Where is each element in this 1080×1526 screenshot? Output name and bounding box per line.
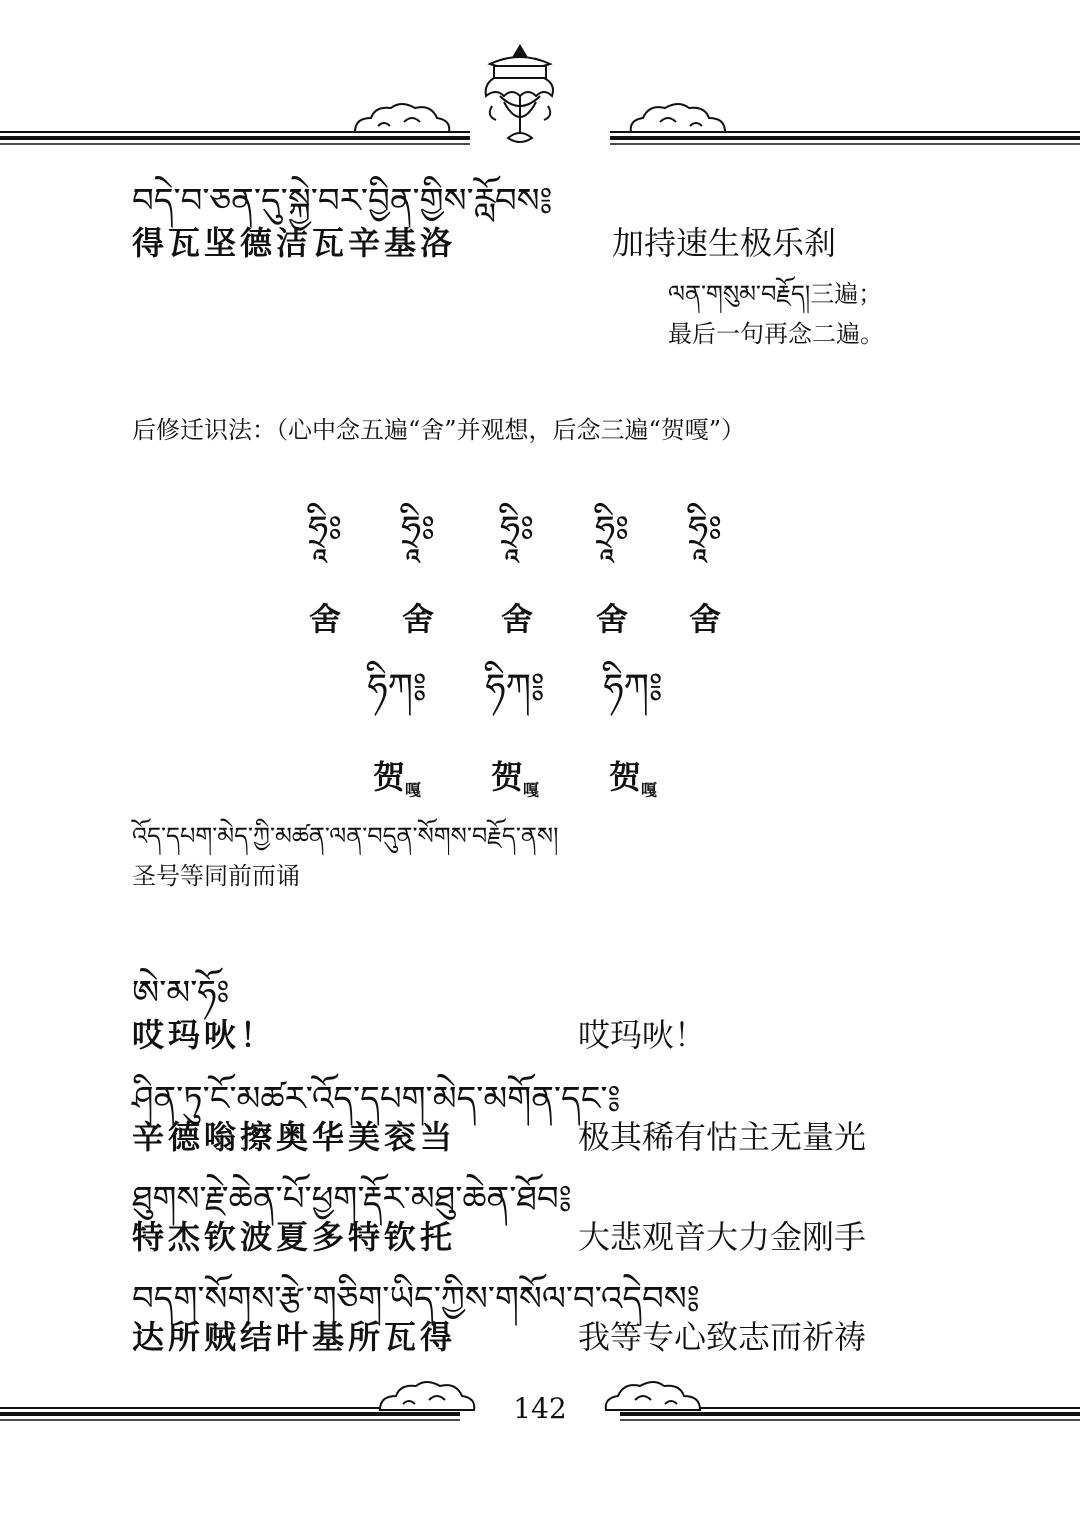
hika-chinese-sub: 嘎: [523, 780, 540, 800]
hri-syllable: [572, 488, 652, 640]
hri-tibetan: ཧྲཱིཿ: [500, 509, 534, 550]
hri-syllable: [665, 488, 745, 640]
section-heading: 后修迁识法：（心中念五遍“舍”并观想，后念三遍“贺嘎”）: [132, 416, 746, 444]
hri-tibetan: ཧྲཱིཿ: [595, 509, 629, 550]
hika-syllable: [470, 646, 560, 800]
hri-syllable: [477, 488, 557, 640]
hika-chinese: [588, 752, 678, 800]
hri-tibetan: ཧྲཱིཿ: [308, 509, 342, 550]
hri-chinese: 舍: [688, 600, 721, 638]
verse-3-transliteration: 达所贼结叶基所瓦得: [132, 1318, 457, 1356]
cloud-icon: [606, 1382, 700, 1410]
hri-chinese: 舍: [500, 600, 533, 638]
verse-3-tibetan: བདག་སོགས་རྩེ་གཅིག་ཡིད་ཀྱིས་གསོལ་བ་འདེབས༔: [132, 1279, 700, 1319]
hika-tibetan: ཧིཀ༔: [485, 667, 545, 708]
hri-chinese: 舍: [595, 600, 628, 638]
repeat-instruction-chinese: 三遍；: [810, 280, 883, 308]
hika-tibetan: ཧིཀ༔: [603, 667, 663, 708]
repeat-instruction-tibetan: ལན་གསུམ་བརྗོད།: [668, 280, 811, 308]
verse-top-translation: 加持速生极乐刹: [612, 224, 837, 262]
hri-tibetan: ཧྲཱིཿ: [401, 509, 435, 550]
hika-chinese-main: 贺: [372, 758, 405, 796]
verse-3-translation: 我等专心致志而祈祷: [578, 1318, 867, 1356]
names-note-chinese: 圣号等同前而诵: [132, 862, 300, 890]
hri-chinese: 舍: [401, 600, 434, 638]
hika-syllable: [352, 646, 442, 800]
cloud-icon: [355, 104, 449, 132]
verse-2-translation: 大悲观音大力金刚手: [578, 1218, 867, 1256]
emaho-transliteration: 哎玛吙！: [132, 1016, 277, 1054]
verse-top-tibetan: བདེ་བ་ཅན་དུ་སྐྱེ་བར་བྱིན་གྱིས་རློབས༔: [132, 181, 553, 221]
hri-syllable: [285, 488, 365, 640]
hika-chinese-main: 贺: [608, 758, 641, 796]
hika-chinese: [352, 752, 442, 800]
hika-chinese-main: 贺: [490, 758, 523, 796]
verse-1-transliteration: 辛德嗡擦奥华美衮当: [132, 1118, 457, 1156]
hika-tibetan: ཧིཀ༔: [367, 667, 427, 708]
parasol-emblem-icon: [486, 46, 553, 142]
verse-1-translation: 极其稀有怙主无量光: [578, 1118, 867, 1156]
cloud-icon: [631, 104, 725, 132]
hri-tibetan: ཧྲཱིཿ: [688, 509, 722, 550]
hri-syllable: [378, 488, 458, 640]
names-note-tibetan: འོད་དཔག་མེད་ཀྱི་མཚན་ལན་བདུན་སོགས་བརྗོད་ནས།: [132, 822, 559, 850]
cloud-icon: [380, 1382, 474, 1410]
hri-chinese: 舍: [308, 600, 341, 638]
page-number: 142: [513, 1392, 567, 1425]
emaho-tibetan: ཨེ་མ་ཧོཿ: [132, 973, 230, 1013]
verse-top-transliteration: 得瓦坚德洁瓦辛基洛: [132, 224, 457, 262]
hika-chinese-sub: 嘎: [641, 780, 658, 800]
repeat-last-line-note: 最后一句再念二遍。: [668, 320, 884, 348]
emaho-translation: 哎玛吙！: [578, 1016, 707, 1054]
top-border-ornament: [0, 40, 1080, 160]
hika-chinese-sub: 嘎: [405, 780, 422, 800]
hika-chinese: [470, 752, 560, 800]
verse-1-tibetan: ཤིན་ཏུ་ངོ་མཚར་འོད་དཔག་མེད་མགོན་དང་༔: [132, 1079, 621, 1119]
verse-2-transliteration: 特杰钦波夏多特钦托: [132, 1218, 457, 1256]
verse-2-tibetan: ཐུགས་རྗེ་ཆེན་པོ་ཕྱག་རྡོར་མཐུ་ཆེན་ཐོབ༔: [132, 1179, 572, 1219]
hika-syllable: [588, 646, 678, 800]
